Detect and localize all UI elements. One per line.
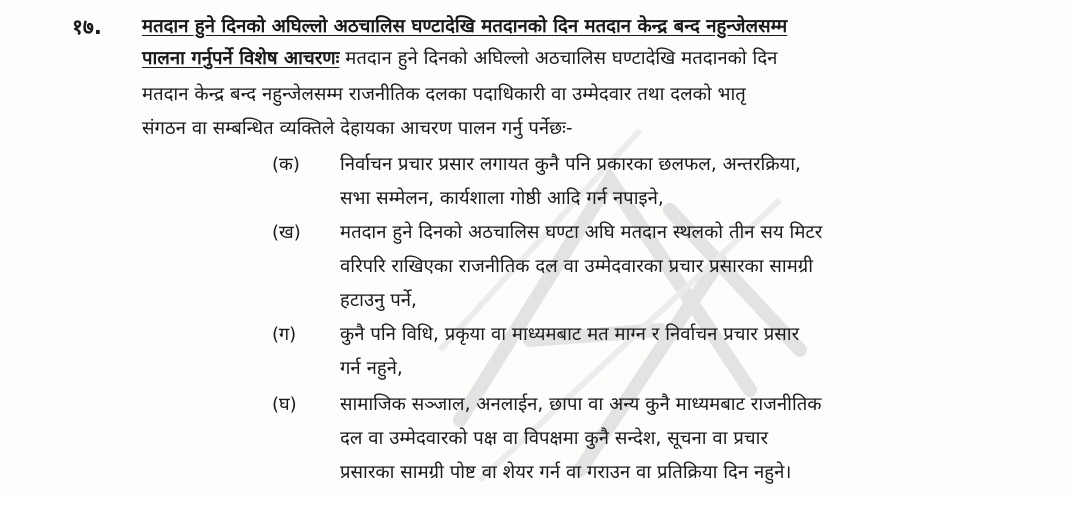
- section-heading-line-1: [142, 12, 787, 42]
- item-gha-line-2: दल वा उम्मेदवारको पक्ष वा विपक्षमा कुनै सन्देश, सूचना वा प्रचार: [340, 428, 769, 449]
- section-heading-text-1: मतदान हुने दिनको अघिल्लो अठचालिस घण्टादेखि मतदानको दिन मतदान केन्द्र बन्द नहुन्जेलसम्म: [142, 16, 788, 37]
- item-ka-line-1: निर्वाचन प्रचार प्रसार लगायत कुनै पनि प्रकारका छलफल, अन्तरक्रिया,: [340, 154, 801, 175]
- item-ga-line-2: गर्न नहुने,: [340, 358, 403, 379]
- item-gha-line-1: सामाजिक सञ्जाल, अनलाईन, छापा वा अन्य कुनै माध्यमबाट राजनीतिक: [340, 394, 822, 415]
- item-label-ka: (क): [272, 154, 300, 175]
- section-heading-text-2: पालना गर्नुपर्ने विशेष आचरणः: [142, 48, 340, 69]
- item-ka-line-2: सभा सम्मेलन, कार्यशाला गोष्ठी आदि गर्न नपाइने,: [340, 188, 664, 209]
- section-number: १७.: [72, 15, 102, 39]
- item-ga-line-1: कुनै पनि विधि, प्रकृया वा माध्यमबाट मत माग्न र निर्वाचन प्रचार प्रसार: [340, 324, 800, 345]
- intro-text-2: मतदान केन्द्र बन्द नहुन्जेलसम्म राजनीतिक दलका पदाधिकारी वा उम्मेदवार तथा दलको भातृ: [142, 84, 746, 105]
- item-kha-line-2: वरिपरि राखिएका राजनीतिक दल वा उम्मेदवारका प्रचार प्रसारका सामग्री: [340, 256, 814, 277]
- item-label-gha: (घ): [272, 394, 297, 415]
- intro-text-1: मतदान हुने दिनको अघिल्लो अठचालिस घण्टादेखि मतदानको दिन: [339, 48, 778, 69]
- item-gha-line-3: प्रसारका सामग्री पोष्ट वा शेयर गर्न वा गराउन वा प्रतिक्रिया दिन नहुने।: [340, 462, 792, 483]
- item-kha-line-1: मतदान हुने दिनको अठचालिस घण्टा अघि मतदान स्थलको तीन सय मिटर: [340, 222, 823, 243]
- intro-text-3: संगठन वा सम्बन्धित व्यक्तिले देहायका आचरण पालन गर्नु पर्नेछः-: [142, 118, 573, 139]
- section-heading-line-2: [142, 44, 777, 74]
- item-kha-line-3: हटाउनु पर्ने,: [340, 290, 417, 311]
- item-label-ga: (ग): [272, 324, 297, 345]
- item-label-kha: (ख): [272, 222, 301, 243]
